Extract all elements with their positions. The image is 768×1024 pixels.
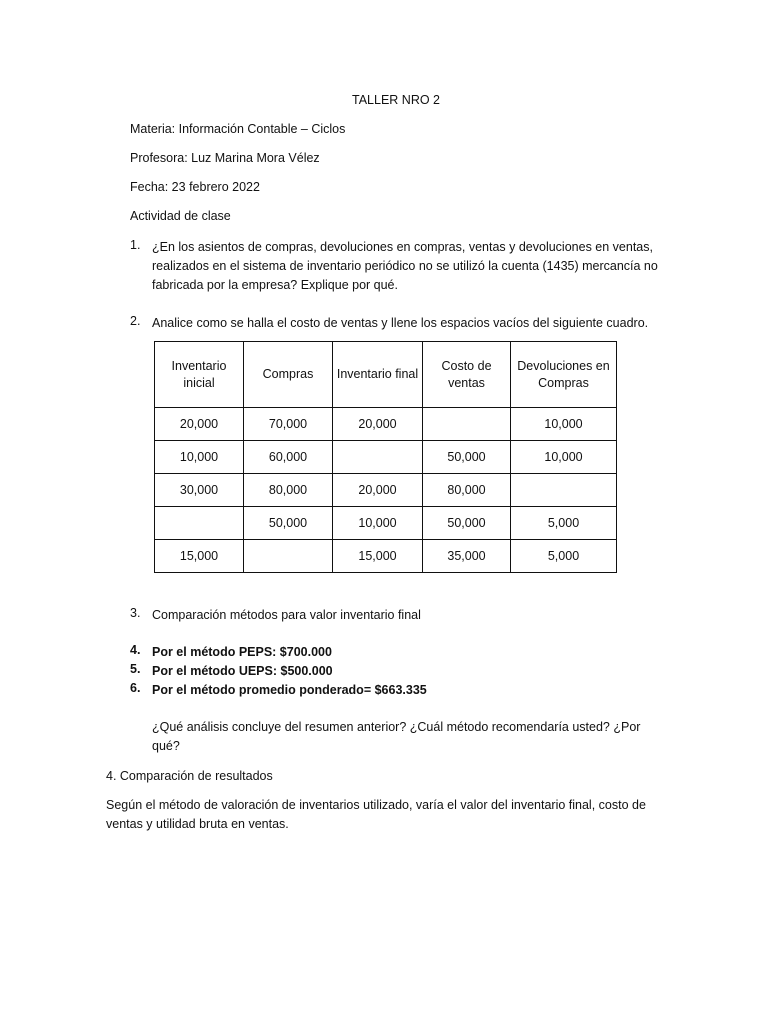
inventory-table [154, 341, 617, 573]
table-cell [333, 441, 423, 474]
table-cell: 5,000 [511, 540, 617, 573]
header-inventario-inicial: Inventario inicial [155, 342, 244, 408]
table-cell: 30,000 [155, 474, 244, 507]
table-cell: 15,000 [155, 540, 244, 573]
table-cell: 20,000 [333, 474, 423, 507]
item-6-number: 6. [130, 681, 141, 695]
document-title: TALLER NRO 2 [352, 93, 440, 107]
question-3-number: 3. [130, 606, 141, 620]
table-cell: 60,000 [244, 441, 333, 474]
table-cell: 20,000 [333, 408, 423, 441]
table-cell: 70,000 [244, 408, 333, 441]
table-cell: 50,000 [423, 441, 511, 474]
table-row [155, 507, 617, 540]
question-1-text: ¿En los asientos de compras, devoluciones en compras, ventas y devoluciones en ventas, realizados en el sistema de inventario periódico no se utilizó la cuenta (1435) mercancía no fabricada por la empresa? Explique por qué. [152, 240, 658, 292]
header-compras: Compras [244, 342, 333, 408]
section-4-heading: 4. Comparación de resultados [106, 769, 273, 783]
header-devoluciones-en-compras: Devoluciones en Compras [511, 342, 617, 408]
table-cell: 50,000 [423, 507, 511, 540]
table-cell: 20,000 [155, 408, 244, 441]
item-4-number: 4. [130, 643, 141, 657]
teacher-line: Profesora: Luz Marina Mora Vélez [130, 151, 320, 165]
question-2-number: 2. [130, 314, 141, 328]
table-header-row [155, 342, 617, 408]
date-line: Fecha: 23 febrero 2022 [130, 180, 260, 194]
table-cell: 80,000 [423, 474, 511, 507]
analysis-question: ¿Qué análisis concluye del resumen anterior? ¿Cuál método recomendaría usted? ¿Por qué? [152, 720, 641, 753]
ueps-method: Por el método UEPS: $500.000 [152, 664, 333, 678]
question-3-text: Comparación métodos para valor inventario final [152, 608, 421, 622]
weighted-average-method: Por el método promedio ponderado= $663.335 [152, 683, 427, 697]
table-row [155, 540, 617, 573]
table-cell: 10,000 [155, 441, 244, 474]
question-2-text: Analice como se halla el costo de ventas y llene los espacios vacíos del siguiente cuadro. [152, 316, 649, 330]
table-cell [155, 507, 244, 540]
table-cell [244, 540, 333, 573]
peps-method: Por el método PEPS: $700.000 [152, 645, 332, 659]
header-costo-de-ventas: Costo de ventas [423, 342, 511, 408]
conclusion-paragraph: Según el método de valoración de inventarios utilizado, varía el valor del inventario final, costo de ventas y utilidad bruta en ventas. [106, 798, 646, 831]
table-cell [511, 474, 617, 507]
header-inventario-final: Inventario final [333, 342, 423, 408]
table-cell: 50,000 [244, 507, 333, 540]
table-row [155, 441, 617, 474]
table-row [155, 408, 617, 441]
table-cell: 15,000 [333, 540, 423, 573]
table-cell: 10,000 [511, 408, 617, 441]
table-cell: 80,000 [244, 474, 333, 507]
table-cell [423, 408, 511, 441]
table-row [155, 474, 617, 507]
table-cell: 10,000 [511, 441, 617, 474]
activity-line: Actividad de clase [130, 209, 231, 223]
table-cell: 35,000 [423, 540, 511, 573]
subject-line: Materia: Información Contable – Ciclos [130, 122, 346, 136]
table-cell: 10,000 [333, 507, 423, 540]
item-5-number: 5. [130, 662, 141, 676]
table-cell: 5,000 [511, 507, 617, 540]
question-1-number: 1. [130, 238, 141, 252]
